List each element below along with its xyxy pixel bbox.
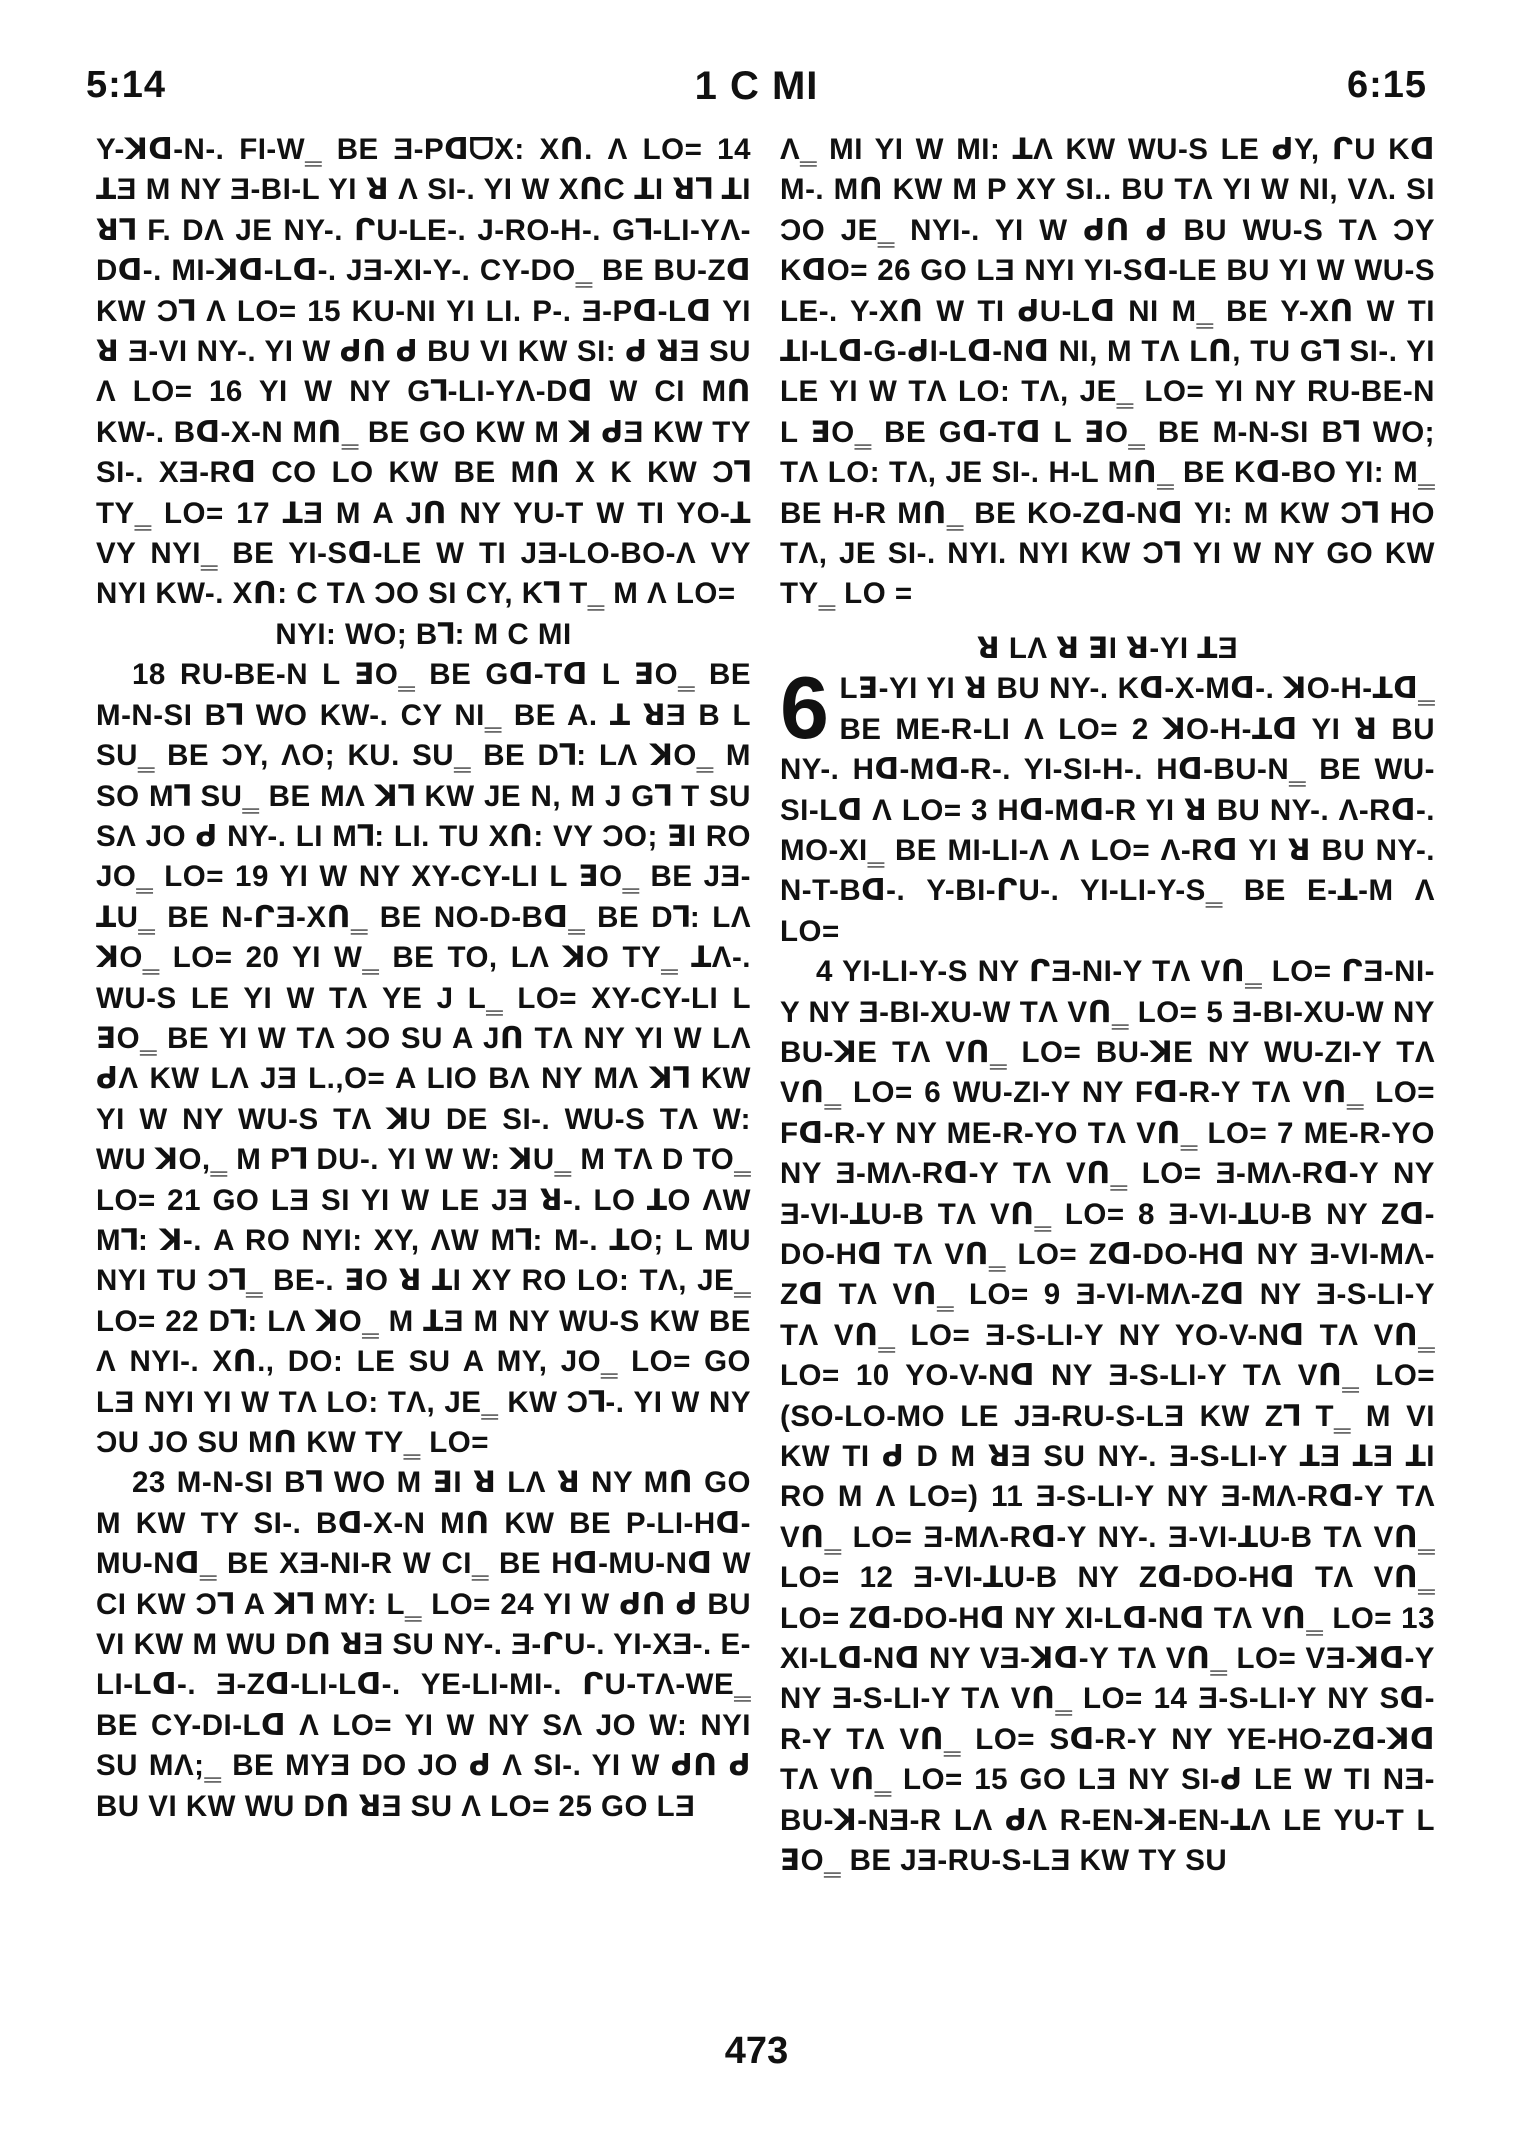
- right-column: [780, 130, 1435, 2010]
- chapter-opening: [780, 658, 1435, 952]
- chapter-heading: ꓤ LΛ ꓤ ꓱI ꓤ-YI ꓕƎ: [976, 631, 1239, 665]
- paragraph: 4 YI-LI-Y-S NY ᒋƎ-NI-Y TΛ Vᑎ‗ LO= ᒋƎ-NI-Y NY Ǝ-BI-XU-W TΛ Vᑎ‗ LO= 5 Ǝ-BI-XU-W NY BU-ꓘE TΛ Vᑎ‗ LO= BU-ꓘE NY WU-ZI-Y TΛ Vᑎ‗ LO= 6 WU-ZI-Y NY Fᗡ-R-Y TΛ Vᑎ‗ LO= Fᗡ-R-Y NY ME-R-YO TΛ Vᑎ‗ LO= 7 ME-R-YO NY Ǝ-MΛ-Rᗡ-Y TΛ Vᑎ‗ LO= Ǝ-MΛ-Rᗡ-Y NY Ǝ-VI-ꓕU-B TΛ Vᑎ‗ LO= 8 Ǝ-VI-ꓕU-B NY Zᗡ-DO-Hᗡ TΛ Vᑎ‗ LO= Zᗡ-DO-Hᗡ NY Ǝ-VI-MΛ-Zᗡ TΛ Vᑎ‗ LO= 9 Ǝ-VI-MΛ-Zᗡ NY Ǝ-S-LI-Y TΛ Vᑎ‗ LO= Ǝ-S-LI-Y NY YO-V-Nᗡ TΛ Vᑎ‗ LO= 10 YO-V-Nᗡ NY Ǝ-S-LI-Y TΛ Vᑎ‗ LO= (SO-LO-MO LE JƎ-RU-S-LƎ KW Zꓶ T‗ M VI KW TI ᑯ D M ꓤƎ SU NY-. Ǝ-S-LI-Y ꓕƎ ꓕƎ ꓕI RO M Λ LO=) 11 Ǝ-S-LI-Y NY Ǝ-MΛ-Rᗡ-Y TΛ Vᑎ‗ LO= Ǝ-MΛ-Rᗡ-Y NY-. Ǝ-VI-ꓕU-B TΛ Vᑎ‗ LO= 12 Ǝ-VI-ꓕU-B NY Zᗡ-DO-Hᗡ TΛ Vᑎ‗ LO= Zᗡ-DO-Hᗡ NY XI-Lᗡ-Nᗡ TΛ Vᑎ‗ LO= 13 XI-Lᗡ-Nᗡ NY VƎ-ꓘᗡ-Y TΛ Vᑎ‗ LO= VƎ-ꓘᗡ-Y NY Ǝ-S-LI-Y TΛ Vᑎ‗ LO= 14 Ǝ-S-LI-Y NY Sᗡ-R-Y TΛ Vᑎ‗ LO= Sᗡ-R-Y NY YE-HO-Zᗡ-ꓘᗡ TΛ Vᑎ‗ LO= 15 GO LƎ NY SI-ᑯ LE W TI NƎ-BU-ꓘ-NƎ-R LΛ ᑯΛ R-EN-ꓘ-EN-ꓕΛ LE YU-T L ꓱO‗ BE JƎ-RU-S-LƎ KW TY SU: [780, 955, 1435, 1878]
- running-header: [86, 64, 1427, 124]
- paragraph: 18 RU-BE-N L ꓱO‗ BE Gᗡ-Tᗡ L ꓱO‗ BE M-N-SI Bꓶ WO KW-. CY NI‗ BE A. ꓕ ꓤƎ B L SU‗ BE ƆY, ɅO; KU. SU‗ BE Dꓶ: LΛ ꓘO‗ M SO Mꓶ SU‗ BE MΛ ꓘꓶ KW JE N, M J Gꓶ T SU SΛ JO ᑯ NY-. LI Mꓶ: LI. TU Xᑎ: VY ƆO; ꓱI RO JO‗ LO= 19 YI W NY XY-CY-LI L ꓱO‗ BE JƎ-ꓕU‗ BE N-ᒋƎ-Xᑎ‗ BE NO-D-Bᗡ‗ BE Dꓶ: LΛ ꓘO‗ LO= 20 YI W‗ BE TO, LΛ ꓘO TY‗ ꓕΛ-. WU-S LE YI W TΛ YE J L‗ LO= XY-CY-LI L ꓱO‗ BE YI W TΛ ƆO SU A Jᑎ TΛ NY YI W LΛ ᑯΛ KW LΛ JƎ L.,O= A LIO BΛ NY MΛ ꓘꓶ KW YI W NY WU-S TΛ ꓘU DE SI-. WU-S TΛ W: WU ꓘO,‗ M Pꓶ DU-. YI W W: ꓘU‗ M TΛ D TO‗ LO= 21 GO LƎ SI YI W LE JƎ ꓤ-. LO ꓕO ɅW Mꓶ: ꓘ-. A RO NYI: XY, ɅW Mꓶ: M-. ꓕO; L MU NYI TU Ɔꓶ‗ BE-. ꓱO ꓤ ꓕI XY RO LO: TΛ, JE‗ LO= 22 Dꓶ: LΛ ꓘO‗ M ꓕƎ M NY WU-S KW BE Λ NYI-. Xᑎ., DO: LE SU A MY, JO‗ LO= GO LƎ NYI YI W TΛ LO: TΛ, JE‗ KW Ɔꓶ-. YI W NY ƆU JO SU Mᑎ KW TY‗ LO=: [96, 658, 751, 1459]
- paragraph: 23 M-N-SI Bꓶ WO M ꓱI ꓤ LΛ ꓤ NY Mᑎ GO M KW TY SI-. Bᗡ-X-N Mᑎ KW BE P-LI-Hᗡ-MU-Nᗡ‗ BE XƎ-NI-R W CI‗ BE Hᗡ-MU-Nᗡ W CI KW Ɔꓶ A ꓘꓶ MY: L‗ LO= 24 YI W ᑯᑎ ᑯ BU VI KW M WU Dᑎ ꓤƎ SU NY-. Ǝ-ᒋU-. YI-XƎ-. E-LI-Lᗡ-. Ǝ-Zᗡ-LI-Lᗡ-. YE-LI-MI-. ᒋU-TΛ-WE‗ BE CY-DI-Lᗡ Λ LO= YI W NY SΛ JO W: NYI SU MΛ;‗ BE MYƎ DO JO ᑯ Λ SI-. YI W ᑯᑎ ᑯ BU VI KW WU Dᑎ ꓤƎ SU Λ LO= 25 GO LƎ: [96, 1466, 751, 1823]
- paragraph: Lꓱ-YI YI ꓤ BU NY-. Kᗡ-X-Mᗡ-. ꓘO-H-ꓕᗡ‗ BE ME-R-LI Λ LO= 2 ꓘO-H-ꓕᗡ YI ꓤ BU NY-. Hᗡ-Mᗡ-R-. YI-SI-H-. Hᗡ-BU-N‗ BE WU-SI-Lᗡ Λ LO= 3 Hᗡ-Mᗡ-R YI ꓤ BU NY-. Ʌ-Rᗡ-. MO-XI‗ BE MI-LI-Ʌ Λ LO= Ʌ-Rᗡ YI ꓤ BU NY-. N-T-Bᗡ-. Y-BI-ᒋU-. YI-LI-Y-S‗ BE E-ꓕ-M Λ LO=: [780, 672, 1435, 948]
- header-reference-end: 6:15: [1346, 64, 1427, 106]
- left-column: [96, 130, 751, 2010]
- header-reference-start: 5:14: [86, 64, 167, 106]
- paragraph: Y-ꓘᗡ-N-. FI-W‗ BE Ǝ-PᗡᗜX: Xᑎ. Λ LO= 14 ꓕƎ M NY Ǝ-BI-L YI ꓤ Λ SI-. YI W XᑎC ꓕI ꓤꓶ ꓕI ꓤꓶ F. DΛ JE NY-. ᒋU-LE-. J-RO-H-. Gꓶ-LI-YΛ-Dᗡ-. MI-ꓘᗡ-Lᗡ-. JƎ-XI-Y-. CY-DO‗ BE BU-Zᗡ KW Ɔꓶ Λ LO= 15 KU-NI YI LI. P-. Ǝ-Pᗡ-Lᗡ YI ꓤ Ǝ-VI NY-. YI W ᑯᑎ ᑯ BU VI KW SI: ᑯ ꓤƎ SU Λ LO= 16 YI W NY Gꓶ-LI-YΛ-Dᗡ W CI Mᑎ KW-. Bᗡ-X-N Mᑎ‗ BE GO KW M ꓘ ᑯƎ KW TY SI-. XƎ-Rᗡ CO LO KW BE Mᑎ X K KW Ɔꓶ TY‗ LO= 17 ꓕƎ M A Jᑎ NY YU-T W TI YO-ꓕ VY NYI‗ BE YI-Sᗡ-LE W TI JƎ-LO-BO-Ʌ VY NYI KW-. Xᑎ: C TΛ ƆO SI CY, Kꓶ T‗ M Λ LO=: [96, 133, 751, 611]
- book-title: 1 C MI: [694, 64, 819, 108]
- section-heading: NYI: WO; Bꓶ: M C MI: [275, 617, 572, 651]
- page-number: 473: [724, 2030, 789, 2072]
- paragraph: Λ‗ MI YI W MI: ꓕΛ KW WU-S LE ᑯY, ᒋU Kᗡ M-. Mᑎ KW M P XY SI.. BU TΛ YI W NI, VΛ. SI ƆO JE‗ NYI-. YI W ᑯᑎ ᑯ BU WU-S TΛ ƆY KᗡO= 26 GO LƎ NYI YI-Sᗡ-LE BU YI W WU-S LE-. Y-Xᑎ W TI ᑯU-Lᗡ NI M‗ BE Y-Xᑎ W TI ꓕI-Lᗡ-G-ᑯI-Lᗡ-Nᗡ NI, M TΛ Lᑎ, TU Gꓶ SI-. YI LE YI W TΛ LO: TΛ, JE‗ LO= YI NY RU-BE-N L ꓱO‗ BE Gᗡ-Tᗡ L ꓱO‗ BE M-N-SI Bꓶ WO; TΛ LO: TΛ, JE SI-. H-L Mᑎ‗ BE Kᗡ-BO YI: M‗ BE H-R Mᑎ‗ BE KO-Zᗡ-Nᗡ YI: M KW Ɔꓶ HO TΛ, JE SI-. NYI. NYI KW Ɔꓶ YI W NY GO KW TY‗ LO =: [780, 133, 1435, 611]
- chapter-number-drop-cap: 6: [780, 658, 830, 758]
